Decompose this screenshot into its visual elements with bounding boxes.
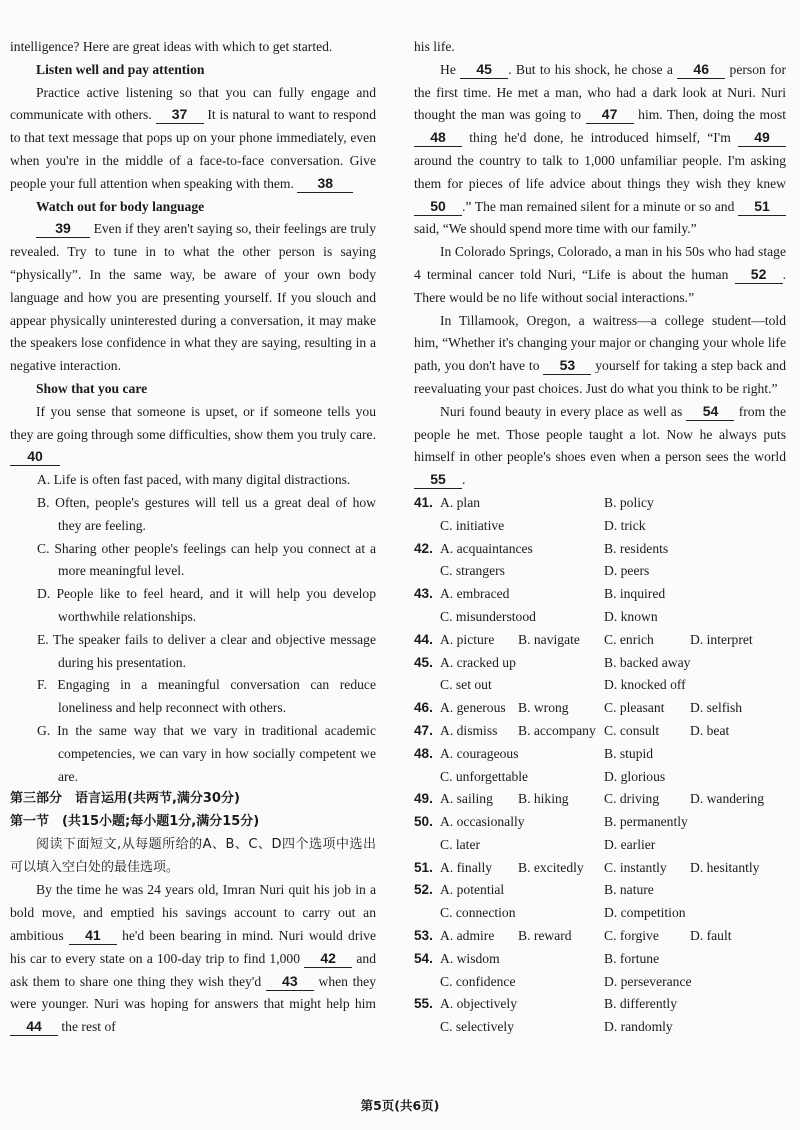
left-column <box>10 36 376 1039</box>
blank-39[interactable]: 39 <box>36 220 90 238</box>
choice-b[interactable]: B. backed away <box>604 654 691 670</box>
choice-a[interactable]: A. courageous <box>440 745 519 761</box>
blank-52[interactable]: 52 <box>735 266 783 284</box>
question-row-continued <box>414 1016 786 1039</box>
question-row <box>414 583 786 606</box>
question-number: 41. <box>414 494 433 510</box>
choice-b[interactable]: B. differently <box>604 996 677 1012</box>
choice-c[interactable]: C. enrich <box>604 631 654 647</box>
choice-a[interactable]: A. objectively <box>440 996 518 1012</box>
cloze-paragraph-3: In Colorado Springs, Colorado, a man in his 50s who had stage 4 terminal cancer told Nuri, “Life is about the human 52 . There would be no life without social interactions.” <box>414 244 786 305</box>
heading-listen: Listen well and pay attention <box>36 61 205 77</box>
question-row <box>414 879 786 902</box>
question-row <box>414 697 786 720</box>
question-row <box>414 948 786 971</box>
question-row <box>414 788 786 811</box>
question-number: 49. <box>414 791 433 807</box>
heading-show-care: Show that you care <box>36 380 148 396</box>
choice-d[interactable]: D. glorious <box>604 768 666 784</box>
choice-b[interactable]: B. residents <box>604 540 669 556</box>
choice-d[interactable]: D. earlier <box>604 836 656 852</box>
question-row-continued <box>414 971 786 994</box>
question-row <box>414 538 786 561</box>
blank-43[interactable]: 43 <box>266 973 314 991</box>
choice-b[interactable]: B. policy <box>604 494 654 510</box>
question-number: 47. <box>414 722 433 738</box>
blank-37[interactable]: 37 <box>156 106 204 124</box>
choice-d[interactable]: D. interpret <box>690 631 753 647</box>
seven-choice-options <box>10 469 376 788</box>
choice-d[interactable]: D. hesitantly <box>690 859 760 875</box>
choice-a[interactable]: A. dismiss <box>440 722 498 738</box>
choice-a[interactable]: A. admire <box>440 928 495 944</box>
blank-48[interactable]: 48 <box>414 129 462 147</box>
option-e: E. The speaker fails to deliver a clear and objective message during his presentation. <box>37 631 376 670</box>
blank-50[interactable]: 50 <box>414 198 462 216</box>
blank-45[interactable]: 45 <box>460 61 508 79</box>
question-row <box>414 492 786 515</box>
choice-d[interactable]: D. selfish <box>690 700 743 716</box>
choice-c[interactable]: C. connection <box>440 905 516 921</box>
choice-b[interactable]: B. nature <box>604 882 654 898</box>
paragraph-show-care: If you sense that someone is upset, or if someone tells you they are going through some difficulties, show them you truly care. 40 <box>10 403 376 465</box>
question-row <box>414 743 786 766</box>
option-d: D. People like to feel heard, and it will help you develop worthwhile relationships. <box>37 586 376 624</box>
choice-a[interactable]: A. generous <box>440 700 506 716</box>
choice-c[interactable]: C. instantly <box>604 859 667 875</box>
question-row-continued <box>414 902 786 925</box>
choice-c[interactable]: C. consult <box>604 722 660 738</box>
blank-41[interactable]: 41 <box>69 927 117 945</box>
blank-51[interactable]: 51 <box>738 198 786 216</box>
choice-c[interactable]: C. initiative <box>440 517 505 533</box>
question-row-continued <box>414 606 786 629</box>
choice-d[interactable]: D. wandering <box>690 791 764 807</box>
question-row <box>414 652 786 675</box>
question-row <box>414 811 786 834</box>
option-b: B. Often, people's gestures will tell us a great deal of how they are feeling. <box>37 494 376 533</box>
option-a: A. Life is often fast paced, with many digital distractions. <box>37 472 351 488</box>
option-f: F. Engaging in a meaningful conversation can reduce loneliness and help reconnect with others. <box>37 677 376 716</box>
part-three-title: 第三部分 语言运用(共两节,满分30分) <box>10 791 240 807</box>
question-number: 43. <box>414 586 433 602</box>
choice-c[interactable]: C. confidence <box>440 973 516 989</box>
blank-49[interactable]: 49 <box>738 129 786 147</box>
option-g: G. In the same way that we vary in traditional academic competencies, we can vary in how socially competent we are. <box>37 722 376 784</box>
heading-body-language: Watch out for body language <box>36 198 205 214</box>
continuation-line: his life. <box>414 39 455 54</box>
choice-d[interactable]: D. known <box>604 608 658 624</box>
blank-40[interactable]: 40 <box>10 448 60 466</box>
choice-a[interactable]: A. occasionally <box>440 814 525 830</box>
question-row-continued <box>414 515 786 538</box>
cloze-paragraph-5: Nuri found beauty in every place as well as 54 from the people he met. Those people taught a lot. Now he always puts himself in other people's shoes even when a person sees the world 55 . <box>414 402 787 488</box>
cloze-paragraph-2: He 45 . But to his shock, he chose a 46 person for the first time. He met a man, who had a dark look at Nuri. Nuri thought the man was going to 47 him. Then, doing the most 48 thing he'd done, he introduced himself, “I'm 49 around the country to talk to 1,000 unfamiliar people. I'm asking them for pieces of life advice about things they wish they knew 50 .” The man remained silent for a minute or so and 51 said, “We should spend more time with our family.” <box>414 60 786 237</box>
choice-c[interactable]: C. set out <box>440 677 492 693</box>
choice-d[interactable]: D. beat <box>690 722 730 738</box>
choice-a[interactable]: A. finally <box>440 859 493 875</box>
choice-b[interactable]: B. accompany <box>518 722 596 738</box>
choice-c[interactable]: C. later <box>440 836 481 852</box>
page-footer: 第5页(共6页) <box>360 1098 440 1113</box>
cloze-paragraph-4: In Tillamook, Oregon, a waitress—a college student—told him, “Whether it's changing your major or changing your whole life path, you don't have to 53 yourself for taking a step back and reevaluating your past choices. Just do what you think to be right.” <box>414 312 787 396</box>
choice-b[interactable]: B. inquired <box>604 586 666 602</box>
blank-38[interactable]: 38 <box>297 175 353 193</box>
choice-b[interactable]: B. reward <box>518 928 572 944</box>
choice-c[interactable]: C. unforgettable <box>440 768 529 784</box>
intro-line: intelligence? Here are great ideas with which to get started. <box>10 39 333 54</box>
question-number: 55. <box>414 996 433 1012</box>
choice-a[interactable]: A. sailing <box>440 791 493 807</box>
choice-a[interactable]: A. plan <box>440 494 481 510</box>
blank-42[interactable]: 42 <box>304 950 352 968</box>
question-number: 44. <box>414 631 433 647</box>
paragraph-listen: Practice active listening so that you can fully engage and communicate with others. 37 It is natural to want to respond to that text message that pops up on your phone immediately, even when you're in the middle of a face-to-face conversation. Give people your full attention when speaking with them. 38 <box>10 84 376 191</box>
choice-d[interactable]: D. knocked off <box>604 677 686 693</box>
choice-c[interactable]: C. selectively <box>440 1019 514 1035</box>
question-number: 42. <box>414 540 433 556</box>
question-number: 51. <box>414 859 433 875</box>
question-row-continued <box>414 674 786 697</box>
question-row-continued <box>414 560 786 583</box>
choice-c[interactable]: C. strangers <box>440 563 505 579</box>
choice-b[interactable]: B. stupid <box>604 745 654 761</box>
question-row <box>414 629 786 652</box>
choice-b[interactable]: B. wrong <box>518 700 569 716</box>
question-row-continued <box>414 834 786 857</box>
question-row-continued <box>414 766 786 789</box>
choice-a[interactable]: A. acquaintances <box>440 540 533 556</box>
blank-46[interactable]: 46 <box>677 61 725 79</box>
question-list <box>414 492 786 1039</box>
question-number: 45. <box>414 654 433 670</box>
choice-a[interactable]: A. potential <box>440 882 505 898</box>
blank-44[interactable]: 44 <box>10 1018 58 1036</box>
right-column <box>414 36 786 1039</box>
choice-b[interactable]: B. excitedly <box>518 859 584 875</box>
question-number: 52. <box>414 882 433 898</box>
choice-d[interactable]: D. perseverance <box>604 973 692 989</box>
cloze-paragraph-1: By the time he was 24 years old, Imran Nuri quit his job in a bold move, and emptied his savings account to carry out an ambitious 41 he'd been bearing in mind. Nuri would drive his car to every state on a 100-day trip to find 1,000 42 and ask them to share one thing they wish they'd 43 when they were younger. Nuri was hoping for answers that might help him 44 the rest of <box>10 882 377 1035</box>
question-row <box>414 993 786 1016</box>
choice-d[interactable]: D. trick <box>604 517 646 533</box>
option-c: C. Sharing other people's feelings can help you connect at a more meaningful level. <box>37 540 376 579</box>
choice-b[interactable]: B. hiking <box>518 791 569 807</box>
choice-b[interactable]: B. permanently <box>604 814 688 830</box>
choice-d[interactable]: D. fault <box>690 928 732 944</box>
section-one-title: 第一节 (共15小题;每小题1分,满分15分) <box>10 814 260 830</box>
question-number: 46. <box>414 700 433 716</box>
choice-a[interactable]: A. picture <box>440 631 495 647</box>
choice-a[interactable]: A. cracked up <box>440 654 516 670</box>
choice-a[interactable]: A. embraced <box>440 586 510 602</box>
choice-d[interactable]: D. randomly <box>604 1019 673 1035</box>
choice-c[interactable]: C. pleasant <box>604 700 665 716</box>
choice-b[interactable]: B. navigate <box>518 631 580 647</box>
blank-55[interactable]: 55 <box>414 471 462 489</box>
blank-53[interactable]: 53 <box>543 357 591 375</box>
paragraph-body-language: 39 Even if they aren't saying so, their feelings are truly revealed. Try to tune in to what the other person is saying “physically”. In the same way, be aware of your own body language and how you are presenting yourself. If you slouch and appear physically uninterested during a conversation, it may make the speakers lose confidence in what they are saying, resulting in a negative interaction. <box>10 220 376 374</box>
question-number: 50. <box>414 814 433 830</box>
choice-d[interactable]: D. peers <box>604 563 650 579</box>
question-number: 53. <box>414 928 433 944</box>
choice-c[interactable]: C. misunderstood <box>440 608 536 624</box>
blank-47[interactable]: 47 <box>586 106 634 124</box>
choice-d[interactable]: D. competition <box>604 905 686 921</box>
question-row <box>414 857 786 880</box>
choice-a[interactable]: A. wisdom <box>440 950 500 966</box>
question-number: 54. <box>414 950 433 966</box>
question-row <box>414 925 786 948</box>
choice-c[interactable]: C. driving <box>604 791 660 807</box>
choice-c[interactable]: C. forgive <box>604 928 659 944</box>
blank-54[interactable]: 54 <box>686 403 734 421</box>
choice-b[interactable]: B. fortune <box>604 950 660 966</box>
instructions: 阅读下面短文,从每题所给的A、B、C、D四个选项中选出可以填入空白处的最佳选项。 <box>10 836 376 875</box>
question-number: 48. <box>414 745 433 761</box>
question-row <box>414 720 786 743</box>
